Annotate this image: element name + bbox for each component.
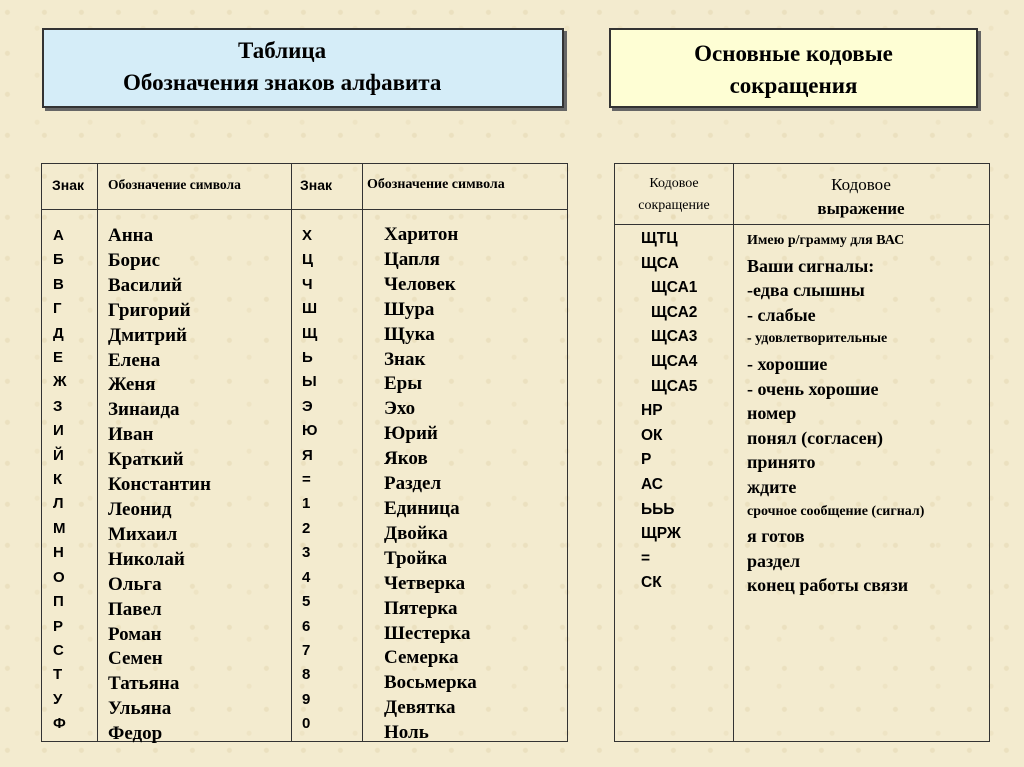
header-code (615, 173, 733, 217)
header-expression (733, 173, 989, 221)
letter-cell: Ч (302, 275, 313, 293)
letter-cell: А (53, 227, 64, 244)
code-cell: ЩСА4 (651, 352, 698, 370)
name-cell: Ульяна (108, 698, 172, 720)
name-cell: Татьяна (108, 673, 180, 695)
expression-cell: понял (согласен) (747, 427, 883, 448)
letter-cell: Е (53, 349, 64, 367)
letter-cell: 5 (302, 593, 311, 611)
letter-cell: 0 (302, 715, 311, 733)
letter-cell: П (53, 593, 64, 611)
header-sign-2: Знак (300, 177, 333, 193)
letter-cell: С (53, 641, 64, 659)
letter-cell: 4 (302, 568, 311, 586)
letter-cell: Б (53, 251, 64, 269)
expression-cell: - хорошие (747, 353, 828, 374)
name-cell: Цапля (384, 248, 440, 270)
code-cell: СК (641, 574, 662, 592)
code-cell: НР (641, 402, 663, 420)
header-meaning-2: Обозначение символа (367, 177, 505, 192)
name-cell: Юрий (384, 423, 438, 445)
name-cell: Василий (108, 274, 183, 296)
header-expr-line-2: выражение (817, 199, 905, 218)
letter-cell: Й (53, 446, 64, 464)
expression-cell: принято (747, 452, 816, 473)
title-box-alphabet (42, 28, 564, 108)
name-cell: Леонид (108, 498, 172, 520)
name-cell: Ноль (384, 722, 429, 744)
letter-cell: К (53, 471, 63, 489)
letter-cell: Р (53, 617, 64, 635)
letters-column-2 (302, 224, 317, 737)
name-cell: Роман (108, 623, 162, 645)
expression-cell: номер (747, 403, 797, 424)
letter-cell: Э (302, 397, 313, 415)
letter-cell: Ж (53, 373, 67, 391)
letter-cell: У (53, 690, 63, 708)
code-cell: ЩСА (641, 254, 679, 272)
name-cell: Эхо (384, 398, 416, 420)
expression-cell: Ваши сигналы: (747, 255, 875, 276)
code-cell: ЩСА1 (651, 279, 698, 297)
letter-cell: О (53, 568, 65, 586)
code-cell: ЩТЦ (641, 230, 678, 247)
name-cell: Федор (108, 723, 163, 745)
letter-cell: Л (53, 495, 64, 513)
header-expr-line-1: Кодовое (831, 175, 891, 194)
name-cell: Единица (384, 497, 460, 519)
letters-column-1 (53, 224, 67, 737)
name-cell: Семен (108, 648, 163, 670)
letter-cell: Ф (53, 715, 66, 733)
name-cell: Константин (108, 474, 211, 496)
letter-cell: 7 (302, 641, 311, 659)
expressions-column (747, 229, 924, 598)
title-line-1: Таблица (238, 38, 327, 63)
letter-cell: Щ (302, 324, 318, 342)
names-column-2 (384, 223, 477, 746)
alphabet-table (41, 163, 568, 745)
name-cell: Знак (384, 348, 426, 370)
letter-cell: Ы (302, 373, 317, 391)
name-cell: Раздел (384, 473, 442, 495)
name-cell: Краткий (108, 449, 184, 471)
name-cell: Иван (108, 424, 154, 446)
letter-cell: И (53, 422, 64, 440)
expression-cell: - очень хорошие (747, 378, 879, 399)
letter-cell: З (53, 397, 63, 415)
letter-cell: Ь (302, 349, 313, 367)
name-cell: Восьмерка (384, 672, 477, 694)
letter-cell: = (302, 471, 311, 489)
name-cell: Семерка (384, 647, 459, 669)
code-cell: ЩСА3 (651, 328, 698, 346)
code-cell: = (641, 549, 651, 567)
code-cell: ЩСА2 (651, 303, 698, 321)
code-cell: ОК (641, 426, 663, 444)
expression-cell: - слабые (747, 304, 816, 325)
letter-cell: Х (302, 227, 313, 244)
name-cell: Зинаида (108, 399, 180, 421)
name-cell: Еры (384, 373, 423, 395)
letter-cell: Ш (302, 300, 318, 318)
letter-cell: Я (302, 446, 313, 464)
letter-cell: М (53, 519, 66, 537)
code-cell: АС (641, 475, 664, 493)
name-cell: Павел (108, 598, 162, 620)
letter-cell: 6 (302, 617, 311, 635)
name-cell: Яков (384, 448, 428, 470)
letter-cell: 8 (302, 666, 311, 684)
name-cell: Шура (384, 298, 435, 320)
name-cell: Девятка (384, 697, 456, 719)
header-sign-1: Знак (52, 177, 85, 193)
codes-table (614, 163, 990, 742)
name-cell: Двойка (384, 522, 448, 544)
letter-cell: Д (53, 324, 64, 342)
code-cell: Р (641, 451, 652, 469)
header-code-line-1: Кодовое (649, 176, 699, 191)
letter-cell: 9 (302, 690, 311, 708)
expression-cell: Имею р/грамму для ВАС (747, 233, 905, 248)
expression-cell: -едва слышны (747, 280, 865, 301)
code-cell: ЩРЖ (641, 525, 681, 543)
header-code-line-2: сокращение (638, 198, 710, 213)
name-cell: Четверка (384, 572, 466, 594)
name-cell: Михаил (108, 523, 178, 545)
name-cell: Ольга (108, 573, 162, 595)
codes-title-line-2: сокращения (729, 73, 858, 98)
expression-cell: конец работы связи (747, 575, 909, 596)
name-cell: Анна (108, 225, 154, 246)
title-box-codes (609, 28, 978, 108)
code-cell: ЬЬЬ (641, 500, 675, 518)
letter-cell: Н (53, 544, 64, 562)
name-cell: Женя (108, 374, 156, 396)
name-cell: Николай (108, 548, 185, 570)
title-line-2: Обозначения знаков алфавита (123, 70, 442, 95)
name-cell: Григорий (108, 299, 191, 321)
name-cell: Человек (384, 273, 456, 295)
letter-cell: 3 (302, 544, 311, 562)
letter-cell: Т (53, 666, 63, 684)
name-cell: Тройка (384, 547, 448, 569)
name-cell: Дмитрий (108, 324, 187, 346)
letter-cell: Ц (302, 251, 313, 269)
name-cell: Пятерка (384, 597, 458, 619)
expression-cell: срочное сообщение (сигнал) (747, 503, 925, 519)
codes-column (641, 227, 697, 596)
expression-cell: раздел (747, 550, 801, 571)
letter-cell: 2 (302, 519, 311, 537)
letter-cell: 1 (302, 495, 311, 513)
expression-cell: - удовлетворительные (747, 331, 888, 347)
name-cell: Шестерка (384, 622, 471, 644)
expression-cell: ждите (747, 476, 797, 497)
names-column-1 (108, 224, 211, 747)
codes-title-line-1: Основные кодовые (694, 41, 893, 66)
letter-cell: Ю (302, 422, 318, 440)
expression-cell: я готов (747, 526, 805, 547)
header-meaning-1: Обозначение символа (108, 177, 241, 192)
code-cell: ЩСА5 (651, 377, 698, 395)
name-cell: Елена (108, 349, 161, 371)
letter-cell: Г (53, 300, 62, 318)
letter-cell: В (53, 275, 64, 293)
name-cell: Борис (108, 249, 161, 271)
name-cell: Харитон (384, 224, 459, 245)
name-cell: Щука (384, 323, 435, 345)
